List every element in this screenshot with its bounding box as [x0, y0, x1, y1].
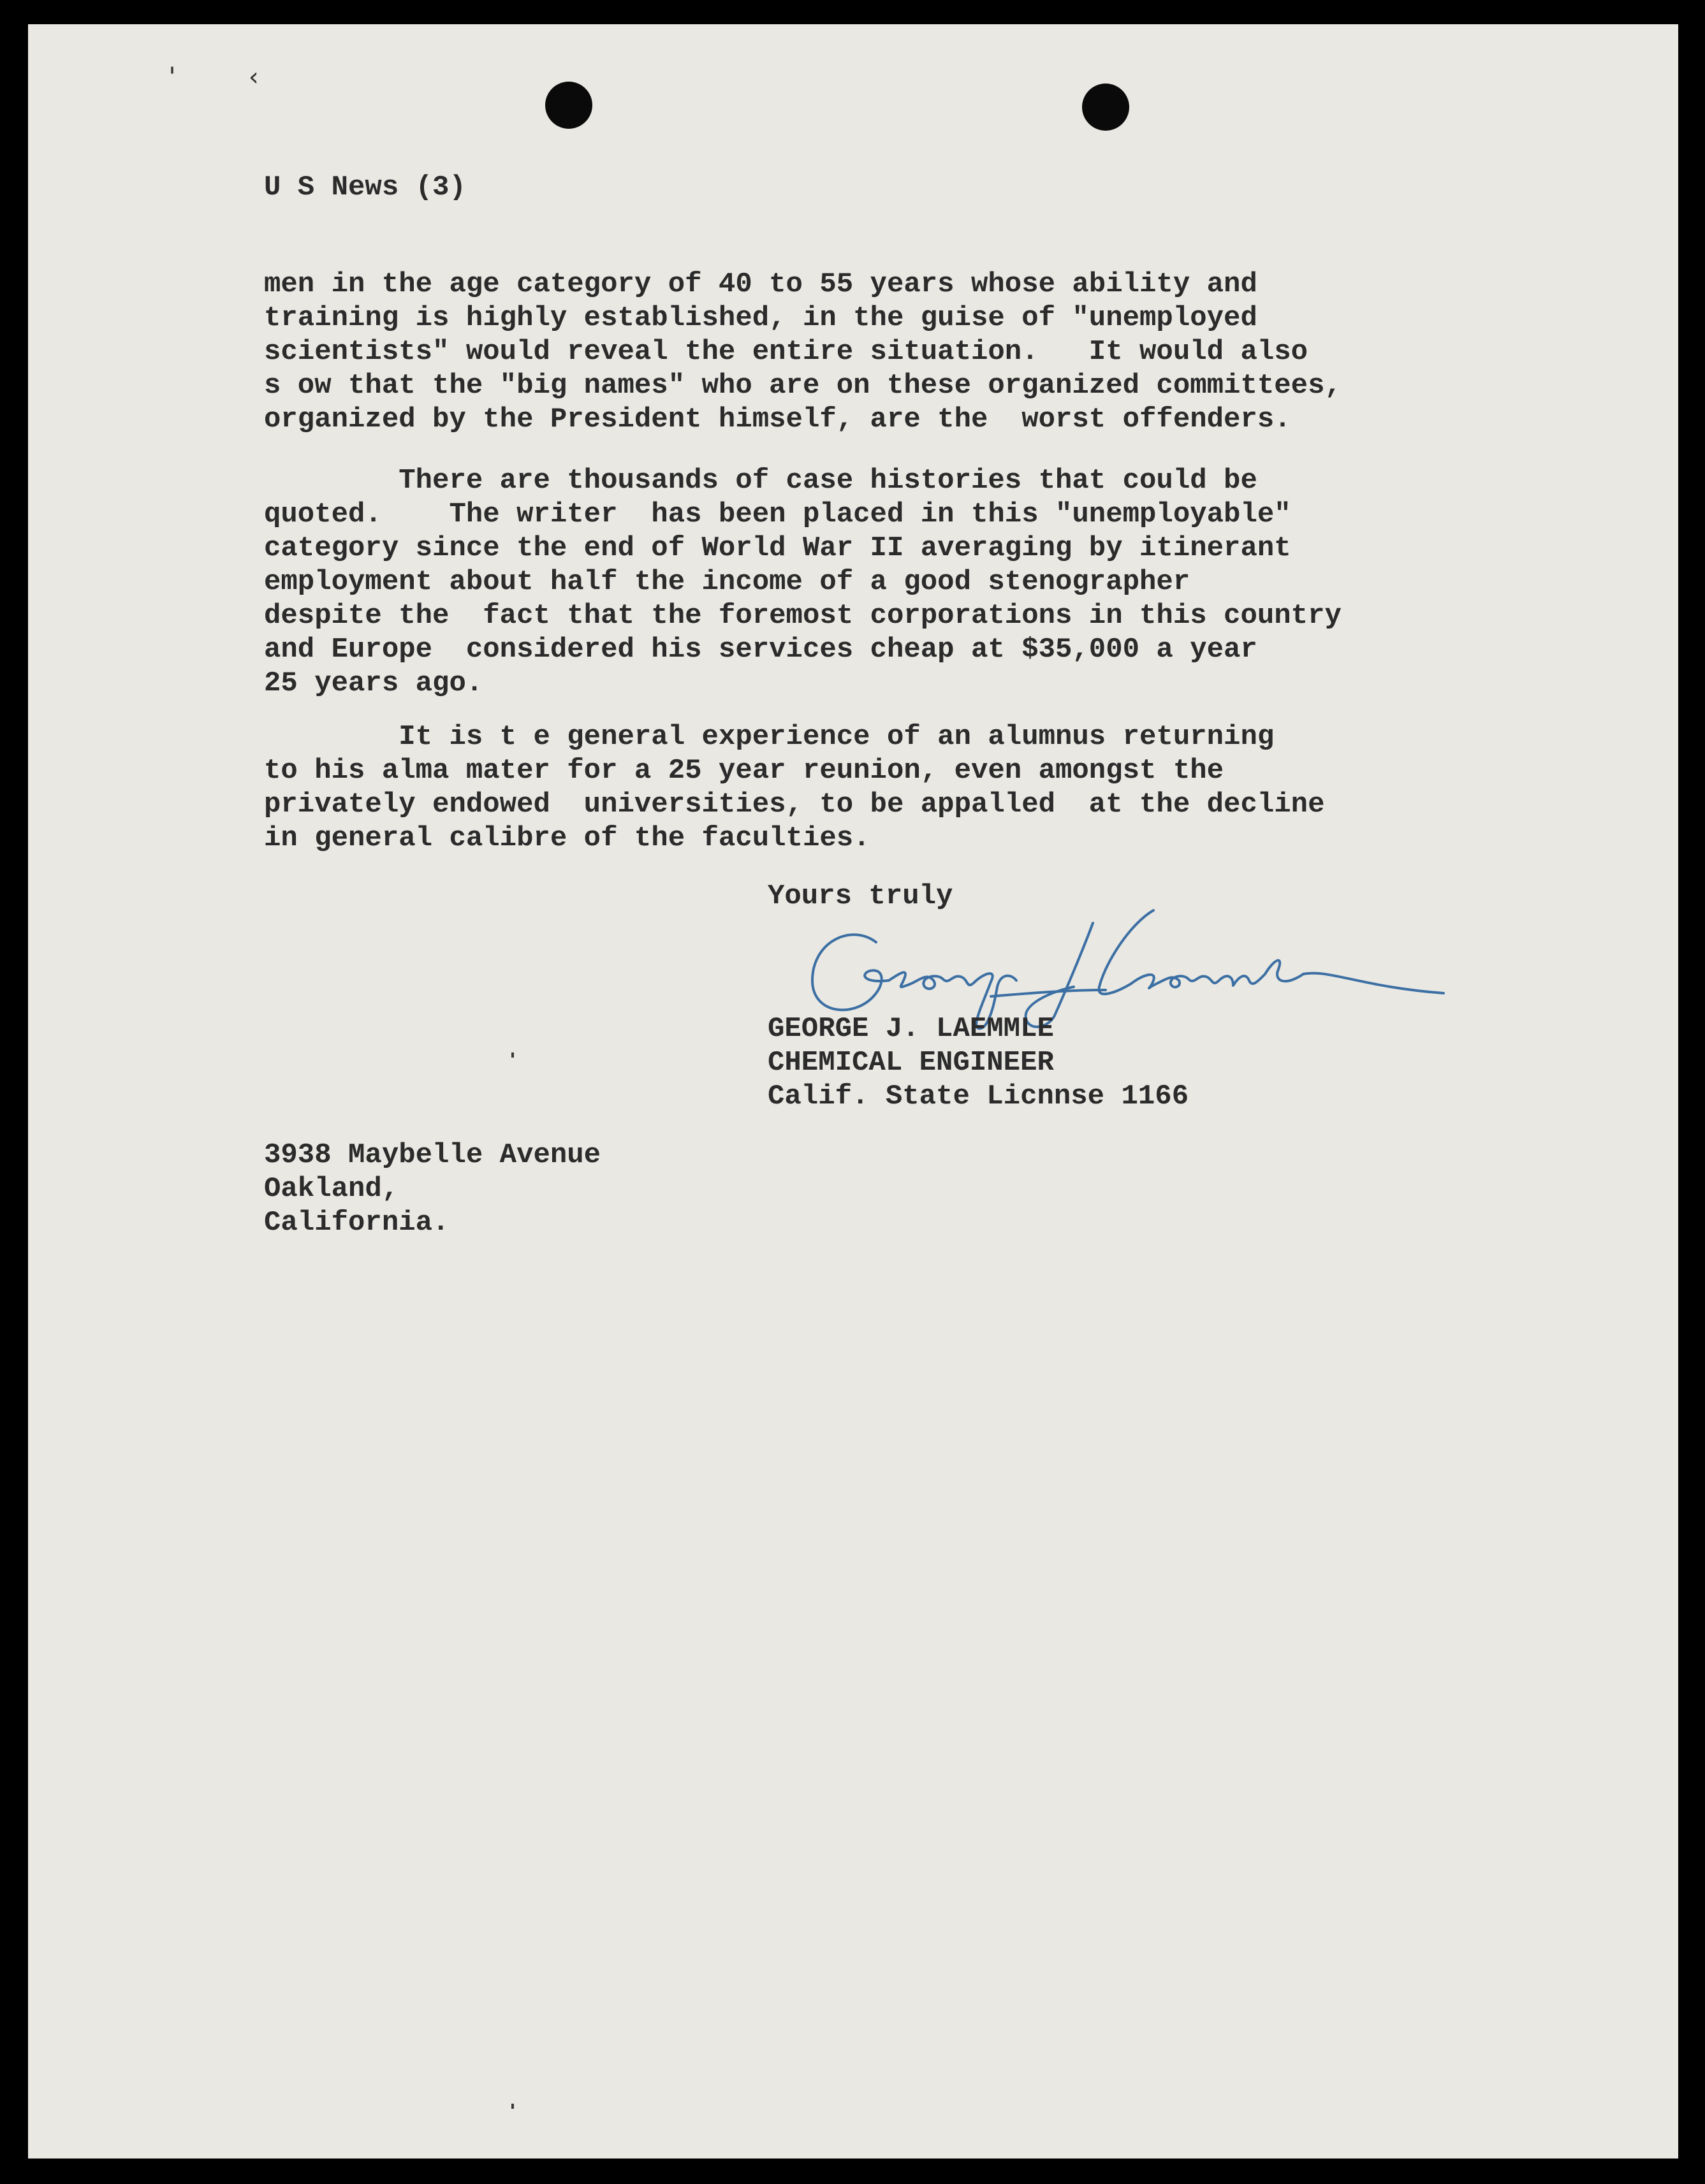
- ink-speck: [511, 1052, 514, 1058]
- address-city: Oakland,: [264, 1173, 399, 1205]
- signer-block: [768, 1012, 1189, 1114]
- address-state: California.: [264, 1207, 450, 1239]
- body-paragraph-3: It is t e general experience of an alumnus returning to his alma mater for a 25 year reunion, even amongst the privately endowed universities, to be appalled at the decline in general calibre of the faculties.: [264, 721, 1325, 854]
- body-paragraph-2: There are thousands of case histories that could be quoted. The writer has been placed in this "unemployable" category since the end of World War II averaging by itinerant employment about half the income of a good stenographer despite the fact that the foremost corporations in this country and Europe considered his services cheap at $35,000 a year 25 years ago.: [264, 465, 1342, 699]
- page-header: U S News (3): [264, 171, 466, 203]
- sender-address: [264, 1139, 601, 1240]
- document-page: [28, 24, 1678, 2159]
- body-paragraph-1: men in the age category of 40 to 55 years whose ability and training is highly established, in the guise of "unemployed scientists" would reveal the entire situation. It would also s ow that the "big names" who are on these organized committees, organized by the President himself, are the worst offenders.: [264, 268, 1342, 435]
- signer-title: CHEMICAL ENGINEER: [768, 1047, 1054, 1079]
- punch-hole-right: [1082, 84, 1129, 131]
- signer-name: GEORGE J. LAEMMLE: [768, 1013, 1054, 1045]
- ink-speck: [511, 2104, 514, 2109]
- address-street: 3938 Maybelle Avenue: [264, 1139, 601, 1171]
- punch-hole-left: [545, 82, 592, 129]
- closing-salutation: Yours truly: [768, 880, 953, 912]
- signer-license: Calif. State Licnnse 1166: [768, 1081, 1189, 1112]
- stray-marks: ' ‹: [165, 62, 288, 92]
